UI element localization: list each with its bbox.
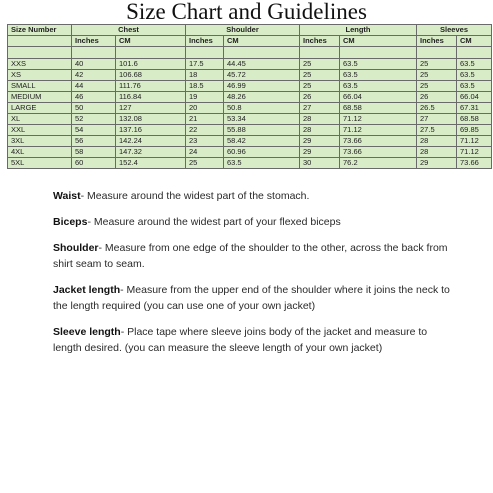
cell-chest-cm: 101.6 xyxy=(116,59,186,70)
cell-length-inches: 29 xyxy=(300,136,340,147)
cell-shoulder-cm: 46.99 xyxy=(224,81,300,92)
cell-length-cm: 63.5 xyxy=(340,70,417,81)
guideline-item xyxy=(53,214,453,230)
cell-shoulder-cm: 60.96 xyxy=(224,147,300,158)
cell-sleeves-inches: 28 xyxy=(417,136,457,147)
sleeves-inches-header: Inches xyxy=(417,36,457,47)
cell-sleeves-cm: 68.58 xyxy=(457,114,492,125)
cell-chest-inches: 58 xyxy=(72,147,116,158)
table-row xyxy=(8,114,492,125)
length-inches-header: Inches xyxy=(300,36,340,47)
cell-length-cm: 76.2 xyxy=(340,158,417,169)
cell-chest-cm: 142.24 xyxy=(116,136,186,147)
guideline-item xyxy=(53,324,453,356)
guideline-text: - Measure from one edge of the shoulder to the other, across the back from shirt seam to seam. xyxy=(53,242,448,270)
table-row xyxy=(8,59,492,70)
cell-length-inches: 28 xyxy=(300,125,340,136)
table-spacer-row xyxy=(8,47,492,59)
cell-sleeves-inches: 26.5 xyxy=(417,103,457,114)
cell-length-inches: 26 xyxy=(300,92,340,103)
chest-header: Chest xyxy=(72,25,186,36)
cell-length-inches: 25 xyxy=(300,81,340,92)
guideline-item xyxy=(53,240,453,272)
table-header-row xyxy=(8,25,492,36)
cell-chest-inches: 60 xyxy=(72,158,116,169)
cell-chest-inches: 42 xyxy=(72,70,116,81)
chest-inches-header: Inches xyxy=(72,36,116,47)
cell-chest-inches: 44 xyxy=(72,81,116,92)
cell-shoulder-inches: 23 xyxy=(186,136,224,147)
cell-sleeves-cm: 69.85 xyxy=(457,125,492,136)
page-title: Size Chart and Guidelines xyxy=(126,0,367,24)
table-row xyxy=(8,81,492,92)
cell-chest-cm: 116.84 xyxy=(116,92,186,103)
cell-chest-inches: 52 xyxy=(72,114,116,125)
cell-size: XXS xyxy=(8,59,72,70)
cell-shoulder-cm: 44.45 xyxy=(224,59,300,70)
cell-shoulder-cm: 58.42 xyxy=(224,136,300,147)
cell-size: MEDIUM xyxy=(8,92,72,103)
size-chart-table xyxy=(7,24,492,169)
cell-chest-inches: 40 xyxy=(72,59,116,70)
cell-sleeves-cm: 63.5 xyxy=(457,81,492,92)
cell-chest-cm: 106.68 xyxy=(116,70,186,81)
cell-chest-cm: 147.32 xyxy=(116,147,186,158)
cell-sleeves-cm: 63.5 xyxy=(457,59,492,70)
cell-size: 4XL xyxy=(8,147,72,158)
cell-shoulder-inches: 21 xyxy=(186,114,224,125)
cell-length-cm: 73.66 xyxy=(340,147,417,158)
cell-length-cm: 66.04 xyxy=(340,92,417,103)
cell-length-inches: 28 xyxy=(300,114,340,125)
guideline-text: - Measure around the widest part of your flexed biceps xyxy=(87,216,341,228)
cell-chest-inches: 54 xyxy=(72,125,116,136)
cell-chest-cm: 127 xyxy=(116,103,186,114)
cell-sleeves-inches: 25 xyxy=(417,70,457,81)
cell-sleeves-inches: 26 xyxy=(417,92,457,103)
cell-size: XL xyxy=(8,114,72,125)
guideline-text: - Measure around the widest part of the stomach. xyxy=(80,190,310,202)
shoulder-inches-header: Inches xyxy=(186,36,224,47)
table-row xyxy=(8,147,492,158)
cell-shoulder-inches: 17.5 xyxy=(186,59,224,70)
cell-size: XS xyxy=(8,70,72,81)
cell-length-cm: 73.66 xyxy=(340,136,417,147)
cell-length-cm: 71.12 xyxy=(340,114,417,125)
length-header: Length xyxy=(300,25,417,36)
cell-size: SMALL xyxy=(8,81,72,92)
table-row xyxy=(8,158,492,169)
guideline-term: Jacket length xyxy=(53,284,121,296)
table-row xyxy=(8,125,492,136)
cell-sleeves-inches: 27 xyxy=(417,114,457,125)
cell-shoulder-inches: 20 xyxy=(186,103,224,114)
table-row xyxy=(8,92,492,103)
guideline-term: Biceps xyxy=(53,216,88,228)
cell-chest-cm: 152.4 xyxy=(116,158,186,169)
cell-sleeves-cm: 71.12 xyxy=(457,147,492,158)
guideline-text: - Place tape where sleeve joins body of the jacket and measure to length desired. (you can measure the sleeve length of your own jacket) xyxy=(53,326,428,354)
cell-sleeves-cm: 67.31 xyxy=(457,103,492,114)
cell-shoulder-cm: 53.34 xyxy=(224,114,300,125)
cell-size: LARGE xyxy=(8,103,72,114)
measurement-guidelines xyxy=(53,188,453,366)
cell-sleeves-cm: 71.12 xyxy=(457,136,492,147)
cell-shoulder-inches: 18 xyxy=(186,70,224,81)
cell-chest-inches: 46 xyxy=(72,92,116,103)
cell-shoulder-cm: 48.26 xyxy=(224,92,300,103)
cell-sleeves-cm: 66.04 xyxy=(457,92,492,103)
cell-length-inches: 27 xyxy=(300,103,340,114)
cell-chest-cm: 132.08 xyxy=(116,114,186,125)
cell-shoulder-cm: 45.72 xyxy=(224,70,300,81)
cell-chest-cm: 137.16 xyxy=(116,125,186,136)
cell-shoulder-inches: 22 xyxy=(186,125,224,136)
cell-shoulder-inches: 18.5 xyxy=(186,81,224,92)
sleeves-header: Sleeves xyxy=(417,25,492,36)
cell-sleeves-cm: 73.66 xyxy=(457,158,492,169)
cell-sleeves-inches: 28 xyxy=(417,147,457,158)
cell-length-inches: 29 xyxy=(300,147,340,158)
table-unit-row xyxy=(8,36,492,47)
cell-chest-cm: 111.76 xyxy=(116,81,186,92)
cell-sleeves-inches: 25 xyxy=(417,59,457,70)
unit-header-blank xyxy=(8,36,72,47)
guideline-term: Shoulder xyxy=(53,242,99,254)
size-number-header: Size Number xyxy=(8,25,72,36)
cell-size: 3XL xyxy=(8,136,72,147)
length-cm-header: CM xyxy=(340,36,417,47)
guideline-item xyxy=(53,282,453,314)
sleeves-cm-header: CM xyxy=(457,36,492,47)
cell-shoulder-inches: 19 xyxy=(186,92,224,103)
cell-length-cm: 63.5 xyxy=(340,59,417,70)
cell-shoulder-cm: 63.5 xyxy=(224,158,300,169)
cell-length-inches: 30 xyxy=(300,158,340,169)
cell-length-cm: 68.58 xyxy=(340,103,417,114)
cell-length-cm: 71.12 xyxy=(340,125,417,136)
cell-sleeves-inches: 29 xyxy=(417,158,457,169)
shoulder-header: Shoulder xyxy=(186,25,300,36)
guideline-term: Waist xyxy=(53,190,81,202)
cell-sleeves-inches: 27.5 xyxy=(417,125,457,136)
cell-length-inches: 25 xyxy=(300,59,340,70)
cell-size: XXL xyxy=(8,125,72,136)
cell-chest-inches: 56 xyxy=(72,136,116,147)
shoulder-cm-header: CM xyxy=(224,36,300,47)
cell-shoulder-cm: 50.8 xyxy=(224,103,300,114)
cell-sleeves-inches: 25 xyxy=(417,81,457,92)
cell-length-cm: 63.5 xyxy=(340,81,417,92)
table-row xyxy=(8,70,492,81)
guideline-text: - Measure from the upper end of the shoulder where it joins the neck to the length required (you can use one of your own jacket) xyxy=(53,284,450,312)
table-row xyxy=(8,136,492,147)
chest-cm-header: CM xyxy=(116,36,186,47)
guideline-term: Sleeve length xyxy=(53,326,121,338)
table-row xyxy=(8,103,492,114)
guideline-item xyxy=(53,188,453,204)
cell-shoulder-inches: 24 xyxy=(186,147,224,158)
cell-shoulder-inches: 25 xyxy=(186,158,224,169)
cell-shoulder-cm: 55.88 xyxy=(224,125,300,136)
cell-length-inches: 25 xyxy=(300,70,340,81)
cell-size: 5XL xyxy=(8,158,72,169)
cell-sleeves-cm: 63.5 xyxy=(457,70,492,81)
cell-chest-inches: 50 xyxy=(72,103,116,114)
